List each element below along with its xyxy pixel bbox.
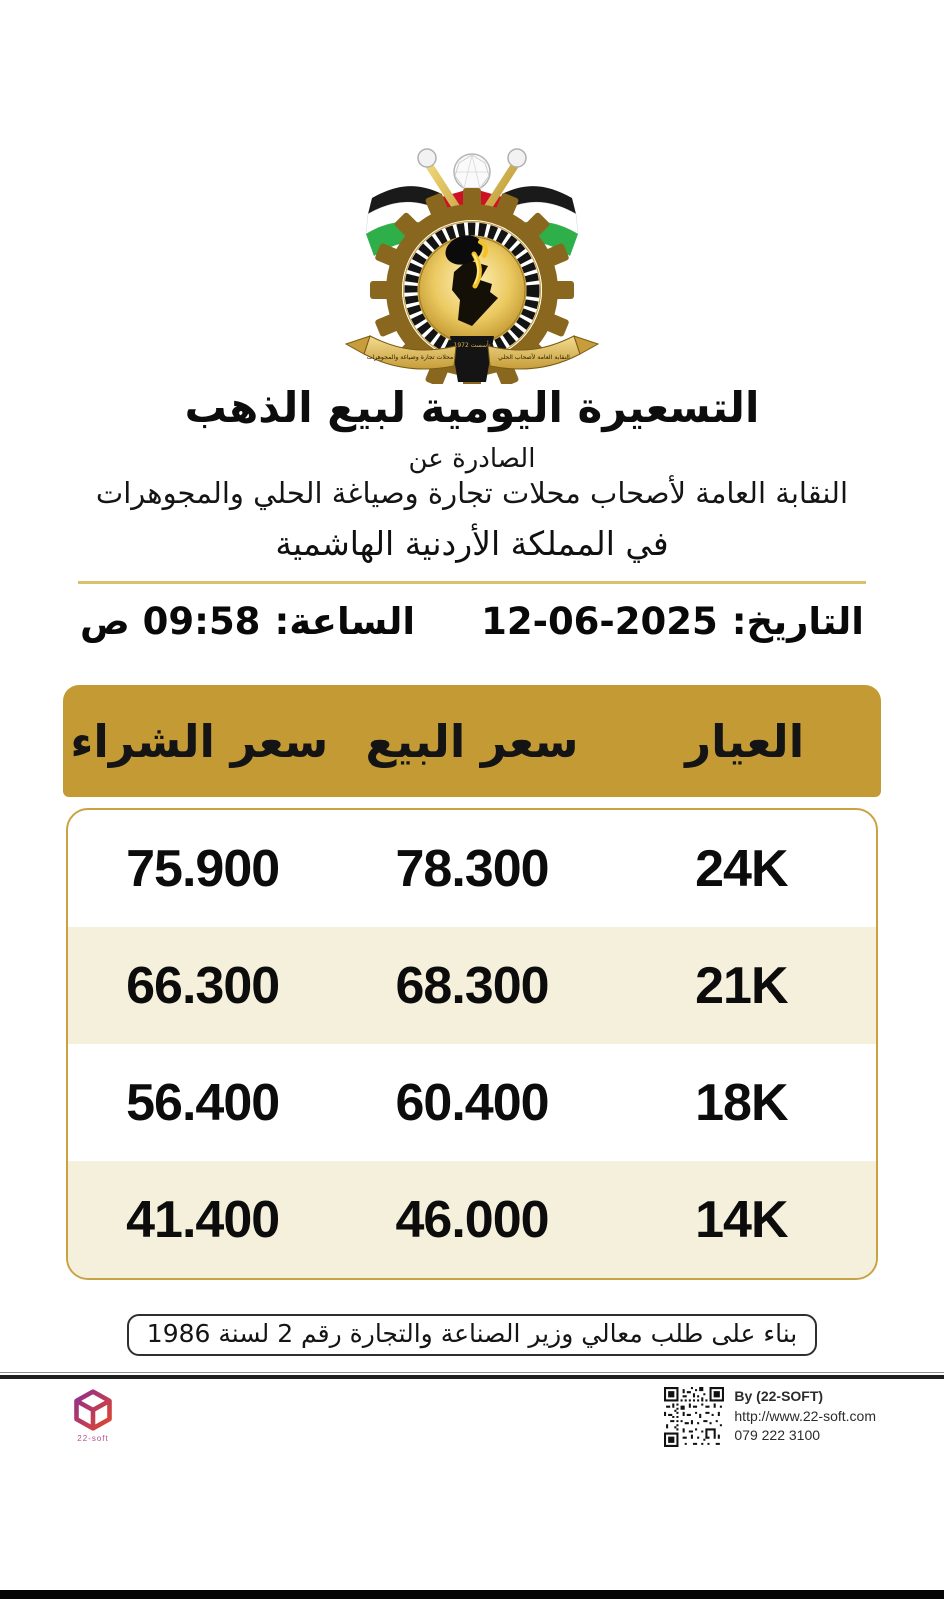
page-title: التسعيرة اليومية لبيع الذهب <box>184 383 760 432</box>
buy-price-cell: 75.900 <box>126 839 280 898</box>
date-time-row <box>80 600 864 643</box>
date-group <box>481 600 864 643</box>
footer-note-wrap <box>0 1314 944 1356</box>
logo-area <box>0 0 944 384</box>
karat-cell: 24K <box>695 839 788 898</box>
sell-price-cell: 78.300 <box>395 839 549 898</box>
karat-cell: 21K <box>695 956 788 1015</box>
credit-text <box>734 1387 876 1446</box>
buy-column-header: سعر الشراء <box>70 714 329 768</box>
karat-column-header: العيار <box>685 714 805 768</box>
time-label: الساعة: <box>274 600 416 644</box>
buy-price-cell: 41.400 <box>126 1190 280 1249</box>
bottom-black-strip <box>0 1590 944 1599</box>
time-value: 09:58 ص <box>80 600 261 644</box>
developer-credit <box>664 1387 876 1447</box>
banner-text-right: النقابة العامة لأصحاب الحلي <box>498 354 570 361</box>
issued-by-line: الصادرة عن <box>408 444 536 475</box>
syndicate-logo <box>322 140 622 384</box>
diamond-icon <box>454 154 490 190</box>
credits-divider <box>0 1372 944 1379</box>
date-label: التاريخ: <box>731 600 864 644</box>
karat-cell: 14K <box>695 1190 788 1249</box>
table-row <box>68 927 876 1044</box>
sell-column-header: سعر البيع <box>365 714 579 768</box>
sell-price-cell: 46.000 <box>395 1190 549 1249</box>
buy-price-cell: 56.400 <box>126 1073 280 1132</box>
credit-by: By (22-SOFT) <box>734 1388 824 1405</box>
gold-divider <box>78 581 866 584</box>
credit-url: http://www.22-soft.com <box>734 1407 876 1424</box>
sell-price-cell: 68.300 <box>395 956 549 1015</box>
ministry-note: بناء على طلب معالي وزير الصناعة والتجارة رقم 2 لسنة 1986 <box>127 1314 817 1356</box>
karat-cell: 18K <box>695 1073 788 1132</box>
ribbon-banner <box>346 336 598 382</box>
buy-price-cell: 66.300 <box>126 956 280 1015</box>
table-row <box>68 810 876 927</box>
sell-price-cell: 60.400 <box>395 1073 549 1132</box>
credit-phone: 079 222 3100 <box>734 1427 821 1444</box>
table-row <box>68 1161 876 1278</box>
qr-code-icon <box>664 1387 724 1447</box>
date-value: 12-06-2025 <box>481 600 718 644</box>
table-row <box>68 1044 876 1161</box>
syndicate-name: النقابة العامة لأصحاب محلات تجارة وصياغة الحلي والمجوهرات <box>95 476 849 511</box>
credits-bar <box>0 1379 944 1447</box>
brand-block <box>58 1387 128 1443</box>
price-table-header <box>63 685 881 797</box>
time-group <box>80 600 415 643</box>
country-line: في المملكة الأردنية الهاشمية <box>275 524 669 564</box>
brand-label: 22-soft <box>77 1434 109 1444</box>
price-table-body <box>66 808 878 1280</box>
founded-text: تأسست 1972 <box>453 342 491 349</box>
22soft-cube-icon <box>71 1387 115 1433</box>
banner-text-left: محلات تجارة وصياغة والمجوهرات <box>366 354 454 361</box>
